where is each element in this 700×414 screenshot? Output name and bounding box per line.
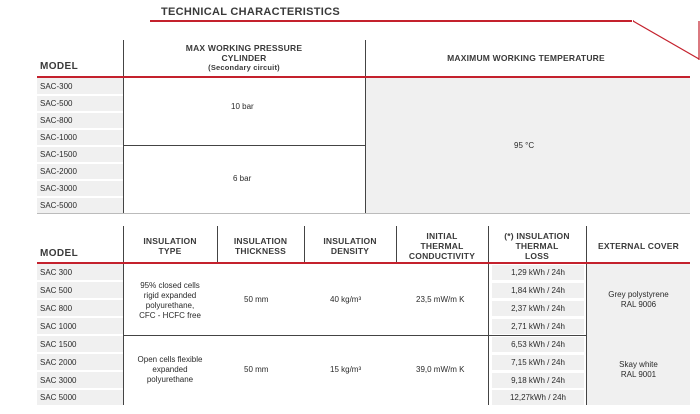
pressure-value-group1: 10 bar	[231, 102, 254, 111]
header-line: INSULATION	[233, 236, 288, 246]
row-separator	[37, 111, 123, 113]
thickness-group2: 50 mm	[244, 365, 269, 374]
cover-group1	[588, 290, 689, 310]
insulation-type-header	[124, 236, 216, 256]
pressure-value-group2: 6 bar	[233, 174, 252, 183]
cell-line: rigid expanded	[143, 291, 197, 300]
row-separator	[37, 334, 123, 336]
insulation-density-header	[305, 236, 395, 256]
table-row: SAC-1000	[40, 133, 77, 142]
table-row: SAC-1500	[40, 150, 77, 159]
header-line: (Secondary circuit)	[208, 63, 280, 72]
header-line: INSULATION	[323, 236, 377, 246]
table-row: SAC-500	[40, 99, 73, 108]
row-separator	[37, 162, 123, 164]
header-line: INSULATION	[143, 236, 197, 246]
divider	[123, 78, 124, 214]
table-row: SAC-5000	[40, 201, 77, 210]
external-cover-header: EXTERNAL COVER	[597, 241, 680, 251]
row-separator	[37, 352, 123, 354]
thermal-loss-cell: 7,15 kWh / 24h	[492, 355, 584, 370]
header-line: CONDUCTIVITY	[408, 251, 476, 261]
header-line: (*) INSULATION	[504, 231, 570, 241]
table-row: SAC 800	[40, 304, 73, 313]
row-separator	[37, 316, 123, 318]
cell-line: polyurethane,	[145, 301, 195, 310]
header-line: THERMAL	[420, 241, 464, 251]
table-row: SAC-300	[40, 82, 73, 91]
table-bottom-rule	[37, 213, 690, 214]
header-line: DENSITY	[330, 246, 370, 256]
cell-line: 95% closed cells	[140, 281, 200, 290]
header-line: TYPE	[158, 246, 182, 256]
temperature-value: 95 °C	[514, 141, 535, 150]
density-group1: 40 kg/m³	[330, 295, 362, 304]
row-separator	[37, 298, 123, 300]
pressure-column-header	[124, 43, 364, 73]
table-row: SAC-800	[40, 116, 73, 125]
title-underline	[150, 20, 632, 22]
row-separator	[37, 128, 123, 130]
section-title: TECHNICAL CHARACTERISTICS	[161, 6, 341, 18]
thermal-loss-cell: 2,37 kWh / 24h	[492, 301, 584, 316]
table-row: SAC 1000	[40, 322, 77, 331]
cover-column-bg	[587, 264, 690, 405]
thermal-loss-cell: 2,71 kWh / 24h	[492, 319, 584, 334]
table-row: SAC-2000	[40, 167, 77, 176]
temperature-column-header: MAXIMUM WORKING TEMPERATURE	[447, 53, 605, 63]
cell-line: Skay white	[619, 360, 658, 369]
cell-line: Grey polystyrene	[608, 290, 669, 299]
cell-line: RAL 9006	[620, 300, 657, 309]
cover-group2	[588, 360, 689, 380]
insulation-type-group2	[124, 355, 216, 385]
table-row: SAC 1500	[40, 340, 77, 349]
table-row: SAC 2000	[40, 358, 77, 367]
thermal-loss-cell: 1,29 kWh / 24h	[492, 265, 584, 280]
cell-line: Open cells flexible	[137, 355, 203, 364]
thickness-group1: 50 mm	[244, 295, 269, 304]
table-row: SAC 500	[40, 286, 73, 295]
header-line: CYLINDER	[221, 53, 267, 63]
row-separator	[37, 388, 123, 390]
header-line: THERMAL	[515, 241, 559, 251]
group-divider	[123, 335, 587, 336]
density-group2: 15 kg/m³	[330, 365, 362, 374]
corner-decoration	[633, 0, 700, 60]
conductivity-group1: 23,5 mW/m K	[416, 295, 465, 304]
thermal-loss-cell: 12,27kWh / 24h	[492, 390, 584, 405]
table-row: SAC 300	[40, 268, 73, 277]
thermal-loss-cell: 6,53 kWh / 24h	[492, 337, 584, 352]
table-row: SAC 3000	[40, 376, 77, 385]
row-separator	[37, 196, 123, 198]
row-separator	[37, 280, 123, 282]
cell-line: expanded	[152, 365, 188, 374]
row-separator	[37, 370, 123, 372]
header-line: INITIAL	[426, 231, 458, 241]
cell-line: RAL 9001	[620, 370, 657, 379]
thermal-conductivity-header	[397, 231, 487, 261]
cell-line: CFC - HCFC free	[139, 311, 201, 320]
insulation-thickness-header	[218, 236, 303, 256]
header-line: LOSS	[525, 251, 549, 261]
header-line: THICKNESS	[235, 246, 286, 256]
row-separator	[37, 179, 123, 181]
model-column-header: MODEL	[40, 248, 79, 259]
group-divider	[123, 145, 365, 146]
thermal-loss-cell: 9,18 kWh / 24h	[492, 373, 584, 388]
insulation-type-group1	[124, 281, 216, 321]
thermal-loss-header	[489, 231, 585, 261]
row-separator	[37, 94, 123, 96]
header-line: MAX WORKING PRESSURE	[185, 43, 303, 53]
table-row: SAC 5000	[40, 393, 77, 402]
thermal-loss-cell: 1,84 kWh / 24h	[492, 283, 584, 298]
table-row: SAC-3000	[40, 184, 77, 193]
conductivity-group2: 39,0 mW/m K	[416, 365, 465, 374]
cell-line: polyurethane	[146, 375, 194, 384]
row-separator	[37, 145, 123, 147]
divider	[365, 78, 366, 214]
model-column-header: MODEL	[40, 61, 79, 72]
